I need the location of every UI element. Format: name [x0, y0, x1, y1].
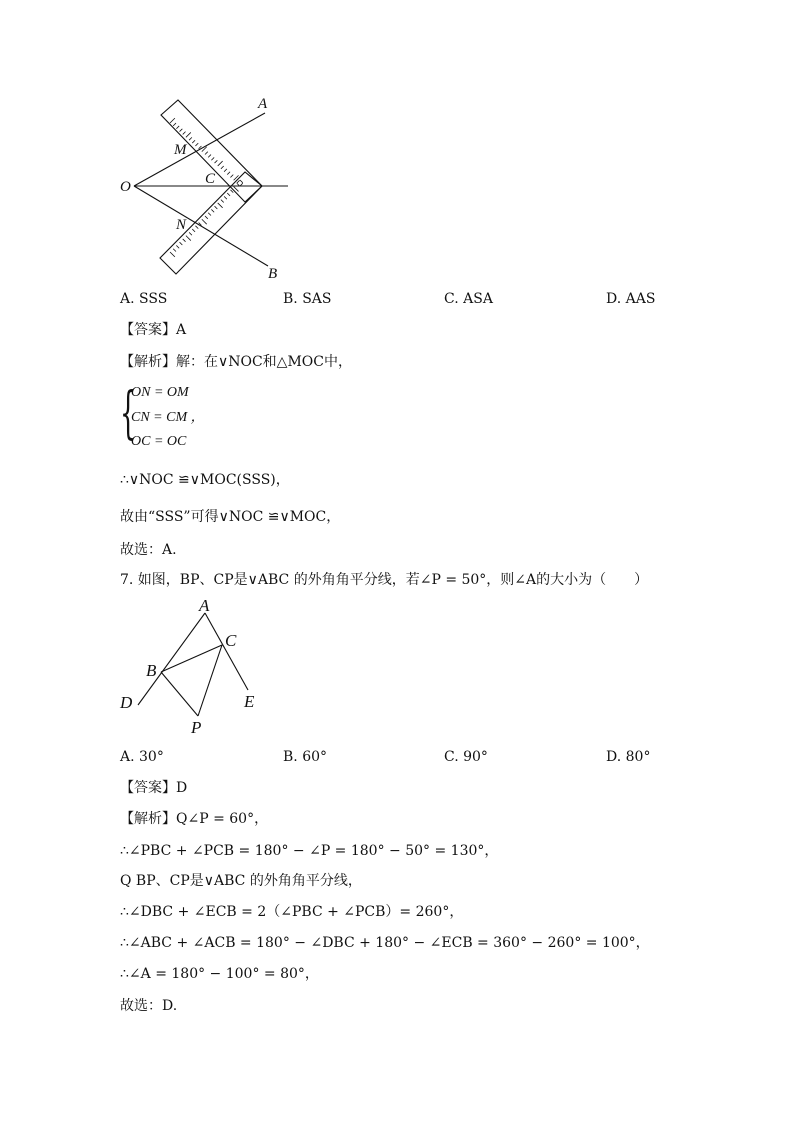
label-B1: B	[268, 266, 278, 282]
label-O: O	[120, 179, 131, 195]
q7-analysis-line-4: ∴∠DBC + ∠ECB = 2（∠PBC + ∠PCB）= 260°，	[120, 904, 464, 920]
label-C1: C	[205, 171, 216, 187]
q7-stem: 7. 如图，BP、CP是∨ABC 的外角角平分线，若∠P = 50°，则∠A的大小为（ ）	[120, 572, 649, 588]
q6-eq-1: ON = OM	[131, 385, 189, 400]
analysis-text: Q∠P = 60°，	[176, 811, 269, 827]
label-P: P	[191, 718, 202, 737]
q6-option-c: C. ASA	[444, 291, 493, 307]
q6-reason: 故由“SSS”可得∨NOC ≌∨MOC，	[120, 509, 341, 525]
q7-analysis-line-7: 故选：D.	[120, 998, 178, 1014]
label-B2: B	[146, 661, 157, 680]
q6-choice: 故选：A.	[120, 542, 177, 558]
label-C2: C	[225, 631, 237, 650]
answer-tag: 【答案】	[120, 780, 176, 796]
q7-analysis-line-5: ∴∠ABC + ∠ACB = 180° − ∠DBC + 180° − ∠ECB = 360° − 260° = 100°，	[120, 935, 650, 951]
analysis-text: 解：在∨NOC和△MOC中，	[176, 354, 352, 370]
q7-analysis-line-1	[120, 809, 268, 829]
line-AE	[205, 613, 248, 690]
q7-analysis-line-2: ∴∠PBC + ∠PCB = 180° − ∠P = 180° − 50° = 130°，	[120, 843, 499, 859]
segment-BC	[161, 645, 222, 672]
system-brace: {	[120, 381, 137, 446]
q7-option-b: B. 60°	[283, 749, 328, 765]
analysis-tag: 【解析】	[120, 811, 176, 827]
q6-option-a: A. SSS	[120, 291, 168, 307]
q7-answer	[120, 778, 187, 798]
answer-value: D	[176, 780, 188, 796]
answer-value: A	[176, 322, 187, 338]
segment-BP	[161, 672, 198, 716]
answer-tag: 【答案】	[120, 322, 176, 338]
q7-option-a: A. 30°	[120, 749, 164, 765]
label-A1: A	[258, 96, 268, 112]
label-E: E	[244, 692, 255, 711]
q7-option-c: C. 90°	[444, 749, 488, 765]
q7-option-d: D. 80°	[606, 749, 651, 765]
analysis-tag: 【解析】	[120, 354, 176, 370]
line-AD	[138, 613, 205, 705]
q7-analysis-line-3: Q BP、CP是∨ABC 的外角角平分线，	[120, 873, 362, 889]
label-M: M	[174, 142, 187, 158]
q6-eq-2: CN = CM ，	[131, 410, 205, 425]
q6-option-d: D. AAS	[606, 291, 656, 307]
label-N: N	[176, 217, 187, 233]
label-D: D	[120, 693, 133, 712]
q7-analysis-line-6: ∴∠A = 180° − 100° = 80°，	[120, 966, 319, 982]
q6-eq-3: OC = OC	[131, 434, 187, 449]
q6-conclusion: ∴∨NOC ≌∨MOC(SSS)，	[120, 472, 290, 488]
label-A2: A	[199, 596, 210, 615]
q6-option-b: B. SAS	[283, 291, 332, 307]
segment-CP	[198, 645, 222, 716]
